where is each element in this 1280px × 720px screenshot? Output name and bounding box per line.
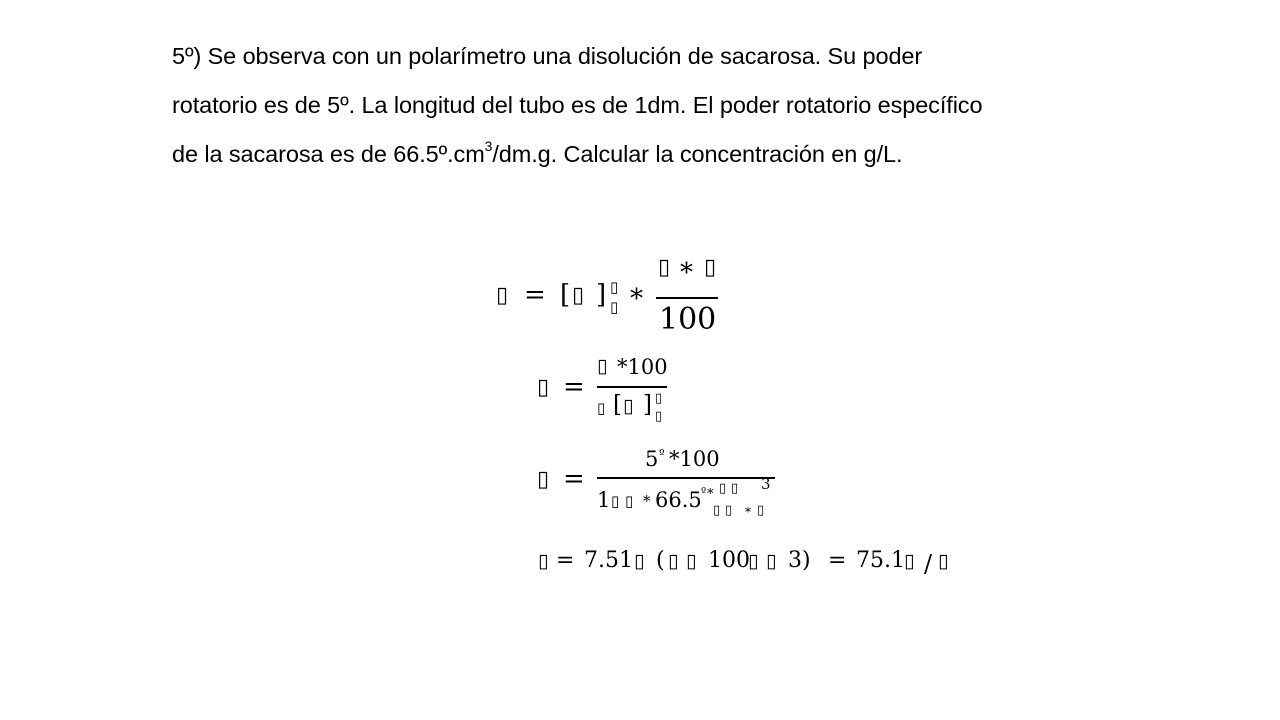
placeholder-glyph: ▯ (572, 283, 585, 308)
denominator-value: 66.5 (655, 488, 702, 512)
denominator-one: 1 (597, 488, 611, 512)
equation-3 (537, 447, 787, 527)
fraction-bar (597, 477, 775, 479)
placeholder-glyph: ▯ (725, 503, 733, 518)
placeholder-glyph: ▯ (634, 550, 645, 572)
placeholder-glyph: ▯ (757, 503, 765, 518)
placeholder-glyph: ▯ (668, 550, 679, 572)
placeholder-glyph: ▯ (713, 503, 721, 518)
placeholder-glyph: ▯ (904, 550, 915, 572)
placeholder-glyph: ▯ (597, 399, 606, 417)
degree-symbol: º (659, 447, 665, 461)
equals-sign: = (828, 548, 847, 573)
placeholder-glyph: ▯ (938, 550, 949, 572)
placeholder-glyph: ▯ (748, 550, 759, 572)
placeholder-glyph: ▯ (719, 481, 727, 496)
right-bracket: ] (643, 392, 652, 418)
problem-line-1: 5º) Se observa con un polarímetro una disolución de sacarosa. Su poder (172, 43, 923, 69)
problem-statement (172, 32, 1132, 179)
equals-sign: = (563, 372, 585, 402)
placeholder-glyph: ▯ (537, 375, 550, 400)
times-sign: * (745, 505, 751, 519)
placeholder-glyph: ▯ (611, 492, 620, 510)
numerator-tail: *100 (617, 355, 668, 379)
times-sign: * (630, 284, 643, 314)
problem-line-3-end: /dm.g. Calcular la concentración en g/L. (492, 141, 903, 167)
fraction-bar (597, 386, 667, 388)
placeholder-glyph: ▯ (496, 283, 509, 308)
equation-4 (538, 548, 968, 584)
equation-2 (537, 355, 687, 430)
numerator-tail: *100 (669, 447, 720, 471)
placeholder-glyph: ▯ (610, 278, 619, 296)
placeholder-glyph: ▯ (655, 391, 663, 406)
numerator-value: 5 (645, 447, 659, 471)
equation-1 (496, 252, 756, 342)
problem-line-2: rotatorio es de 5º. La longitud del tubo es de 1dm. El poder rotatorio específico (172, 92, 983, 118)
equals-sign: = (524, 280, 546, 310)
placeholder-glyph: ▯ (623, 395, 634, 417)
cube-close-paren: 3) (788, 548, 811, 573)
placeholder-glyph: ▯ (766, 550, 777, 572)
placeholder-glyph: ▯ (655, 409, 663, 424)
placeholder-glyph: ▯ (625, 492, 634, 510)
cm-exponent: 3 (484, 138, 493, 155)
equals-sign: = (563, 464, 585, 494)
left-paren: ( (656, 548, 665, 573)
problem-line-3-start: de la sacarosa es de 66.5º.cm (172, 141, 485, 167)
equals-sign: = (556, 548, 575, 573)
value-100: 100 (708, 548, 750, 573)
fraction-bar (656, 297, 718, 299)
degree-symbol: º (701, 485, 707, 498)
placeholder-glyph: ▯ (597, 355, 608, 377)
value-7-51: 7.51 (584, 548, 633, 573)
left-bracket: [ (613, 392, 622, 418)
placeholder-glyph: ▯ (610, 298, 619, 316)
placeholder-glyph: ▯ (731, 481, 739, 496)
placeholder-glyph: ▯ (658, 255, 671, 280)
slash: / (924, 550, 933, 578)
problem-line-3 (172, 130, 1132, 179)
left-bracket: [ (560, 280, 571, 310)
placeholder-glyph: ▯ (537, 467, 550, 492)
times-sign: * (707, 487, 714, 502)
right-bracket: ] (596, 280, 607, 310)
placeholder-glyph: ▯ (686, 550, 697, 572)
denominator: 100 (659, 302, 717, 337)
times-sign: * (680, 258, 693, 288)
times-sign: * (643, 492, 651, 510)
result-value: 75.1 (856, 548, 905, 573)
cube-exponent: 3 (761, 475, 771, 493)
placeholder-glyph: ▯ (704, 255, 717, 280)
placeholder-glyph: ▯ (538, 550, 549, 572)
